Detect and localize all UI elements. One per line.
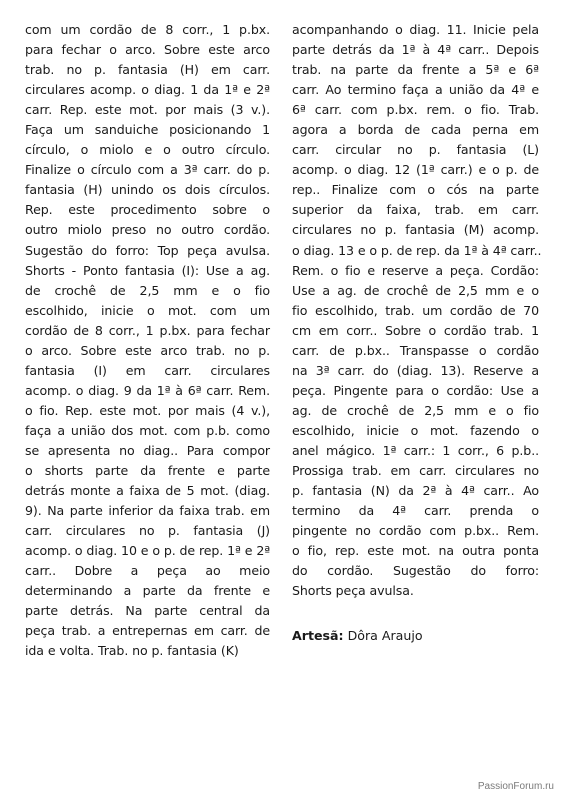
text-line: circulares acomp. o diag. 1 da 1ª e 2ª: [25, 82, 270, 98]
text-line: circulares no p. fantasia (M) acomp.: [292, 222, 539, 238]
text-line: com um cordão de 8 corr., 1 p.bx.: [25, 22, 270, 37]
text-line: fantasia (H) unindo os dois círculos.: [25, 182, 270, 198]
text-line: do cordão. Sugestão do forro:: [292, 563, 539, 579]
text-line: o shorts parte da frente e parte: [25, 463, 270, 479]
text-line: 9). Na parte inferior da faixa trab. em: [25, 503, 270, 519]
text-line: Finalize o círculo com a 3ª carr. do p.: [25, 162, 270, 178]
text-line: trab. no p. fantasia (H) em carr.: [25, 62, 270, 78]
text-line: escolhido, inicie o mot. fazendo o: [292, 422, 539, 438]
text-line: anel mágico. 1ª carr.: 1 corr., 6 p.b..: [292, 442, 539, 458]
text-line: faça a união dos mot. com p.b. como: [25, 422, 270, 438]
text-line: outro miolo preso no outro cordão.: [25, 222, 270, 238]
text-line: se apresenta no diag.. Para compor: [25, 442, 270, 458]
text-line: carr. de p.bx.. Transpasse o cordão: [292, 342, 539, 358]
text-line: acomp. o diag. 9 da 1ª à 6ª carr. Rem.: [25, 382, 270, 398]
right-text-column: [292, 20, 542, 601]
text-line: Shorts peça avulsa.: [292, 583, 414, 599]
text-line: Faça um sanduiche posicionando 1: [25, 122, 270, 138]
text-line: acomp. o diag. 12 (1ª carr.) e o p. de: [292, 162, 539, 178]
text-line: pingente no cordão com p.bx.. Rem.: [292, 523, 539, 539]
text-line: parte detrás. Na parte central da: [25, 603, 270, 619]
text-line: parte detrás da 1ª à 4ª carr.. Depois: [292, 42, 539, 58]
text-line: peça trab. a entrepernas em carr. de: [25, 623, 270, 639]
text-line: Rep. este procedimento sobre o: [25, 202, 270, 218]
artisan-label: Artesã:: [292, 628, 344, 643]
text-line: o fio, rep. este mot. na outra ponta: [292, 543, 539, 559]
text-line: 6ª carr. com p.bx. rem. o fio. Trab.: [292, 102, 539, 118]
text-line: escolhido, inicie o mot. com um: [25, 302, 270, 318]
text-line: cm em corr.. Sobre o cordão trab. 1: [292, 322, 539, 338]
text-line: acomp. o diag. 10 e o p. de rep. 1ª e 2ª: [25, 543, 271, 559]
text-line: Rem. o fio e reserve a peça. Cordão:: [292, 262, 539, 278]
text-line: carr. Rep. este mot. por mais (3 v.).: [25, 102, 270, 118]
text-line: rep.. Finalize com o cós na parte: [292, 182, 539, 198]
text-line: Sugestão do forro: Top peça avulsa.: [25, 242, 270, 258]
text-line: círculo, o miolo e o outro círculo.: [25, 142, 270, 158]
text-line: carr. circular no p. fantasia (L): [292, 142, 539, 158]
text-line: ida e volta. Trab. no p. fantasia (K): [25, 643, 239, 659]
text-line: Use a ag. de crochê de 2,5 mm e o: [292, 282, 539, 298]
text-line: carr.. Dobre a peça ao meio: [25, 563, 270, 579]
artisan-name: Dôra Araujo: [347, 628, 423, 643]
artisan-credit: [292, 626, 423, 646]
text-line: ag. de crochê de 2,5 mm e o fio: [292, 402, 539, 418]
text-line: determinando a parte da frente e: [25, 583, 270, 599]
text-line: carr. Ao termino faça a união da 4ª e: [292, 82, 539, 98]
text-line: o fio. Rep. este mot. por mais (4 v.),: [25, 402, 270, 418]
text-line: cordão de 8 corr., 1 p.bx. para fechar: [25, 322, 270, 338]
text-line: Prossiga trab. em carr. circulares no: [292, 463, 539, 479]
text-line: o arco. Sobre este arco trab. no p.: [25, 342, 270, 358]
text-line: termino da 4ª carr. prenda o: [292, 503, 539, 519]
text-line: para fechar o arco. Sobre este arco: [25, 42, 270, 58]
text-line: fantasia (I) em carr. circulares: [25, 362, 270, 378]
text-line: agora a borda de cada perna em: [292, 122, 539, 138]
text-line: trab. na parte da frente a 5ª e 6ª: [292, 62, 539, 78]
text-line: acompanhando o diag. 11. Inicie pela: [292, 22, 539, 37]
text-line: fio escolhido, trab. um cordão de 70: [292, 302, 539, 318]
text-line: carr. circulares no p. fantasia (J): [25, 523, 270, 539]
text-line: Shorts - Ponto fantasia (I): Use a ag.: [25, 262, 270, 278]
text-line: superior da faixa, trab. em carr.: [292, 202, 539, 218]
site-watermark: PassionForum.ru: [477, 781, 554, 792]
text-line: de crochê de 2,5 mm e o fio: [25, 282, 270, 298]
text-line: peça. Pingente para o cordão: Use a: [292, 382, 539, 398]
text-line: o diag. 13 e o p. de rep. da 1ª à 4ª carr..: [292, 242, 542, 258]
text-line: detrás monte a faixa de 5 mot. (diag.: [25, 483, 270, 499]
text-line: p. fantasia (N) da 2ª à 4ª carr.. Ao: [292, 483, 539, 499]
left-text-column: [25, 20, 270, 662]
text-line: na 3ª carr. do (diag. 13). Reserve a: [292, 362, 539, 378]
